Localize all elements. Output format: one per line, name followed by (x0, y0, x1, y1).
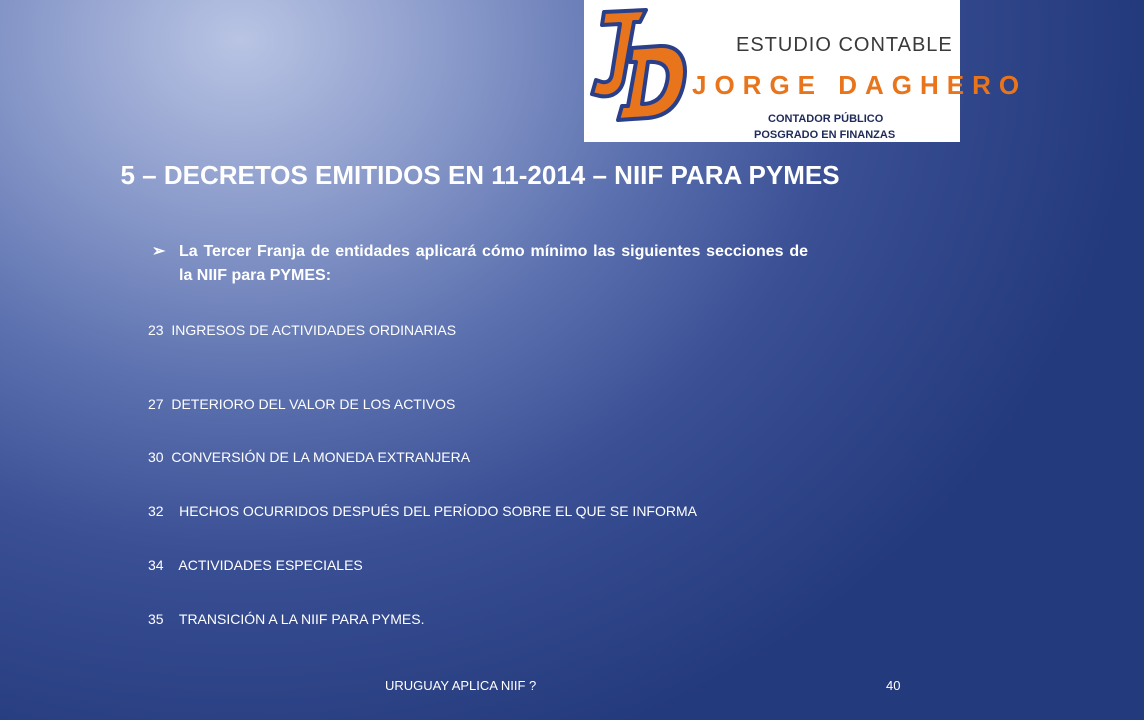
logo (584, 0, 1028, 142)
arrow-bullet-icon: ➢ (152, 243, 166, 260)
section-item (148, 322, 456, 338)
section-label: DETERIORO DEL VALOR DE LOS ACTIVOS (171, 396, 456, 412)
bullet-point (152, 240, 808, 288)
section-number: 34 (148, 557, 164, 573)
section-label: ACTIVIDADES ESPECIALES (178, 557, 363, 573)
section-label: HECHOS OCURRIDOS DESPUÉS DEL PERÍODO SOBRE EL QUE SE INFORMA (179, 503, 697, 519)
section-label: INGRESOS DE ACTIVIDADES ORDINARIAS (171, 322, 457, 338)
section-label: CONVERSIÓN DE LA MONEDA EXTRANJERA (171, 449, 471, 465)
section-item (148, 557, 363, 573)
logo-name-text: JORGE DAGHERO (692, 70, 1028, 100)
logo-subtitle-2: POSGRADO EN FINANZAS (754, 129, 896, 141)
section-label: TRANSICIÓN A LA NIIF PARA PYMES. (178, 611, 425, 627)
logo-studio-text: ESTUDIO CONTABLE (736, 34, 953, 56)
section-item (148, 396, 455, 412)
section-number: 27 (148, 396, 164, 412)
section-number: 23 (148, 322, 164, 338)
bullet-text: La Tercer Franja de entidades aplicará cómo mínimo las siguientes secciones de la NIIF para PYMES: (179, 243, 808, 284)
section-item (148, 503, 697, 519)
section-number: 35 (148, 611, 164, 627)
logo-subtitle-1: CONTADOR PÚBLICO (768, 113, 884, 125)
section-item (148, 449, 470, 465)
section-item (148, 611, 424, 627)
section-number: 30 (148, 449, 164, 465)
section-number: 32 (148, 503, 164, 519)
footer-text: URUGUAY APLICA NIIF ? (385, 678, 537, 693)
slide-title: 5 – DECRETOS EMITIDOS EN 11-2014 – NIIF PARA PYMES (120, 160, 840, 190)
page-number: 40 (886, 678, 901, 693)
